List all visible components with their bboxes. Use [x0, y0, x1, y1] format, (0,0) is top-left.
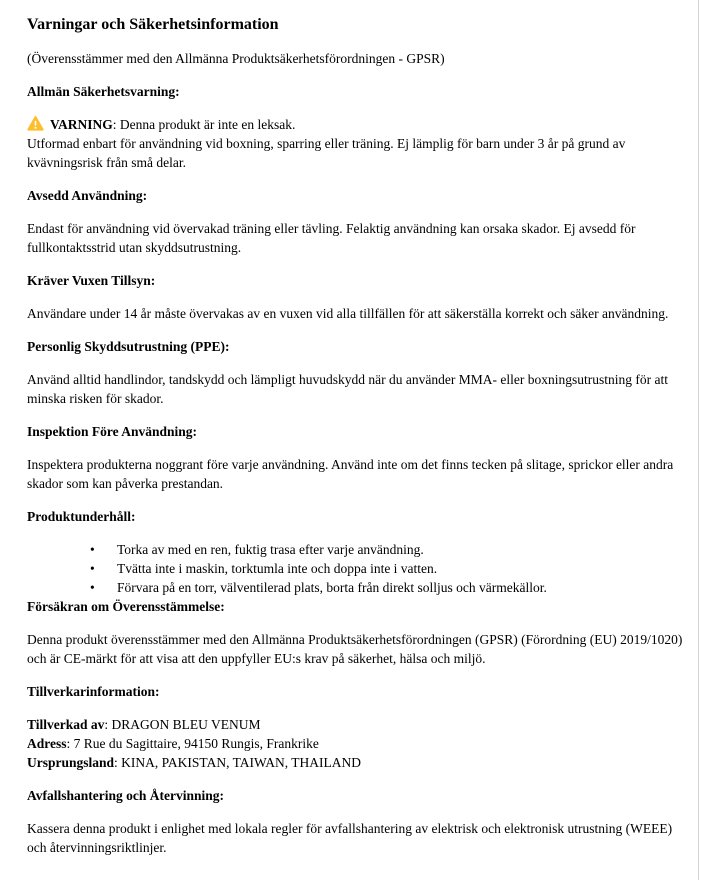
field-value: : KINA, PAKISTAN, TAIWAN, THAILAND	[114, 755, 362, 770]
window-border	[698, 0, 699, 880]
section-heading-ppe: Personlig Skyddsutrustning (PPE):	[27, 339, 230, 354]
subtitle: (Överensstämmer med den Allmänna Produktsäkerhetsförordningen - GPSR)	[27, 51, 445, 66]
field-value: : 7 Rue du Sagittaire, 94150 Rungis, Frankrike	[66, 736, 319, 751]
general-safety-body: Utformad enbart för användning vid boxning, sparring eller träning. Ej lämplig för barn under 3 år på grund av kvävningsrisk från små delar.	[27, 136, 626, 170]
section-heading-intended-use: Avsedd Användning:	[27, 188, 148, 203]
warning-text: : Denna produkt är inte en leksak.	[112, 117, 296, 132]
manufacturer-made-by-line	[27, 715, 689, 734]
section-heading-general-safety: Allmän Säkerhetsvarning:	[27, 84, 180, 99]
list-item-text: Förvara på en torr, välventilerad plats, borta från direkt solljus och värmekällor.	[117, 580, 547, 595]
page-title: Varningar och Säkerhetsinformation	[27, 16, 279, 33]
section-heading-inspection: Inspektion Före Användning:	[27, 424, 198, 439]
warning-line	[27, 115, 689, 134]
conformity-body: Denna produkt överensstämmer med den Allmänna Produktsäkerhetsförordningen (GPSR) (Förordning (EU) 2019/1020) och är CE-märkt för att visa att den uppfyller EU:s krav på säkerhet, hälsa och miljö.	[27, 632, 683, 666]
manufacturer-origin-line	[27, 753, 689, 772]
manufacturer-address-line	[27, 734, 689, 753]
section-heading-manufacturer: Tillverkarinformation:	[27, 684, 160, 699]
bullet-icon: •	[90, 542, 95, 557]
manufacturer-info-block	[27, 715, 689, 772]
bullet-icon: •	[90, 580, 95, 595]
section-heading-conformity: Försäkran om Överensstämmelse:	[27, 599, 225, 614]
supervision-body: Användare under 14 år måste övervakas av en vuxen vid alla tillfällen för att säkerställa korrekt och säker användning.	[27, 306, 669, 321]
section-heading-supervision: Kräver Vuxen Tillsyn:	[27, 273, 156, 288]
list-item	[90, 559, 689, 578]
list-item-text: Torka av med en ren, fuktig trasa efter varje användning.	[117, 542, 424, 557]
field-label: Ursprungsland	[27, 755, 115, 770]
maintenance-bullet-list	[27, 540, 689, 597]
field-value: : DRAGON BLEU VENUM	[104, 717, 261, 732]
inspection-body: Inspektera produkterna noggrant före varje användning. Använd inte om det finns tecken på slitage, sprickor eller andra skador som kan påverka prestandan.	[27, 457, 674, 491]
section-heading-maintenance: Produktunderhåll:	[27, 509, 136, 524]
list-item	[90, 540, 689, 559]
warning-triangle-icon	[27, 115, 44, 132]
ppe-body: Använd alltid handlindor, tandskydd och lämpligt huvudskydd när du använder MMA- eller boxningsutrustning för att minska risken för skador.	[27, 372, 668, 406]
general-safety-paragraph	[27, 115, 689, 172]
list-item-text: Tvätta inte i maskin, torktumla inte och doppa inte i vatten.	[117, 561, 438, 576]
field-label: Adress	[27, 736, 67, 751]
field-label: Tillverkad av	[27, 717, 105, 732]
intended-use-body: Endast för användning vid övervakad träning eller tävling. Felaktig användning kan orsaka skador. Ej avsedd för fullkontaktsstrid utan skyddsutrustning.	[27, 221, 636, 255]
list-item	[90, 578, 689, 597]
bullet-icon: •	[90, 561, 95, 576]
warning-label: VARNING	[50, 117, 113, 132]
waste-body: Kassera denna produkt i enlighet med lokala regler för avfallshantering av elektrisk och elektronisk utrustning (WEEE) och återvinningsriktlinjer.	[27, 821, 673, 855]
section-heading-waste: Avfallshantering och Återvinning:	[27, 788, 225, 803]
